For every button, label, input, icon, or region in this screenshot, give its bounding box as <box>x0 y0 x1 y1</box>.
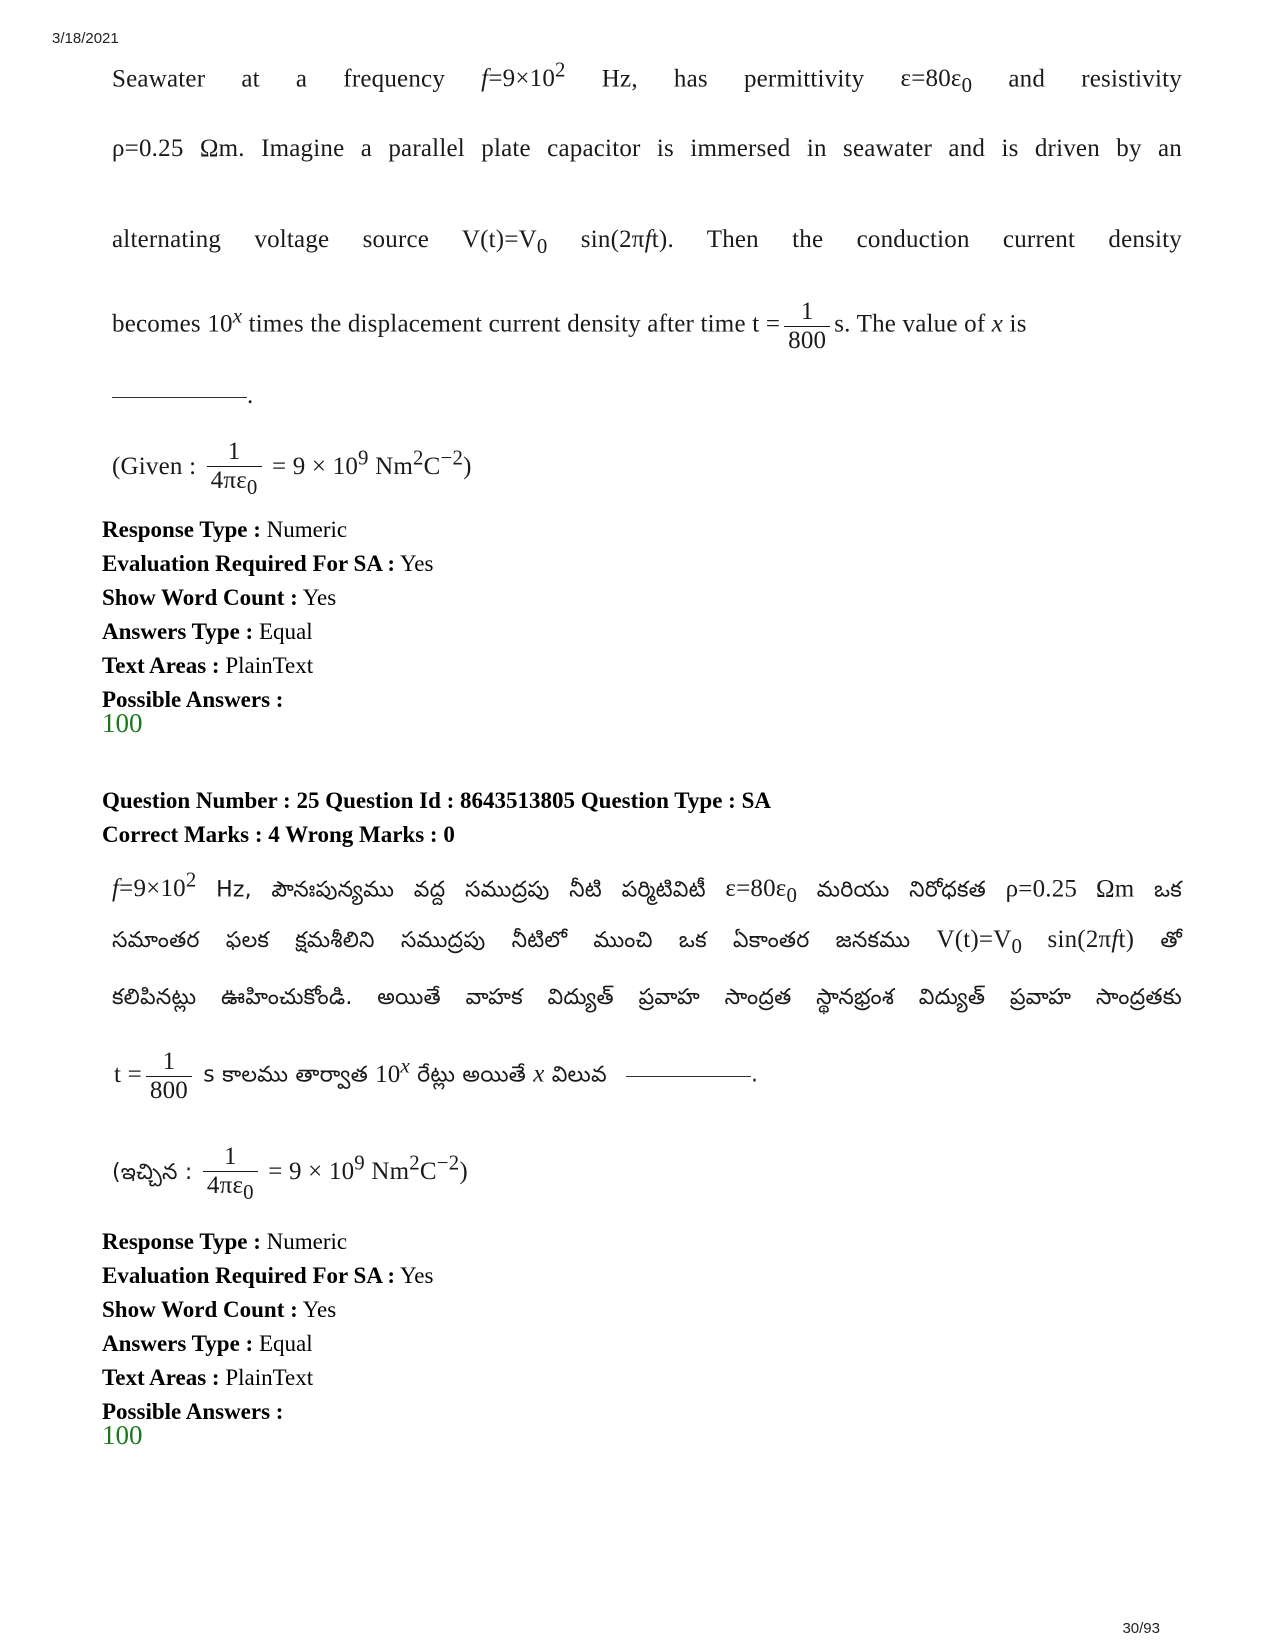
meta-answers-type: Answers Type : Equal <box>102 619 313 644</box>
meta-show-word-count: Show Word Count : Yes <box>102 1297 337 1322</box>
q24-given: (Given : $\frac{1}{4\pi\varepsilon_0}$ = $9 \times 10^9$ $Nm^2C^{-2}$) <box>112 438 472 499</box>
q25-possible-answer: 100 <box>102 1420 143 1450</box>
page-number: 30/93 <box>1122 1620 1160 1637</box>
q24-meta <box>102 513 433 717</box>
q25-line-4: t = $\frac{1}{800}$ s కాలము తార్వాత 10$^x$ రేట్లు అయితే x విలువ . <box>114 1048 759 1104</box>
q25-given: (ఇచ్చిన : $\frac{1}{4\pi\varepsilon_0}$ = $9 \times 10^9$ $Nm^2C^{-2}$) <box>112 1143 468 1204</box>
q25-marks-info: Correct Marks : 4 Wrong Marks : 0 <box>102 822 455 847</box>
q24-possible-answer: 100 <box>102 708 143 738</box>
meta-show-word-count: Show Word Count : Yes <box>102 585 337 610</box>
meta-text-areas: Text Areas : PlainText <box>102 1365 314 1390</box>
q25-line-2: సమాంతర ఫలక క్షమశీలిని సముద్రపు నీటిలో ముంచి ఒక ఏకాంతర జనకము $V(t)=V_0$ sin(2πft) తో <box>112 926 1182 958</box>
q25-meta <box>102 1225 433 1429</box>
q24-time-fraction: $\frac{1}{800}$ <box>784 298 830 354</box>
meta-response-type: Response Type : Numeric <box>102 517 348 542</box>
meta-possible-answers: Possible Answers : <box>102 687 284 712</box>
meta-possible-answers: Possible Answers : <box>102 1399 284 1424</box>
q25-header <box>102 784 771 852</box>
meta-answers-type: Answers Type : Equal <box>102 1331 313 1356</box>
meta-text-areas: Text Areas : PlainText <box>102 653 314 678</box>
q24-line-2: ρ=0.25 Ωm. Imagine a parallel plate capacitor is immersed in seawater and is driven by an <box>112 135 1182 162</box>
print-date: 3/18/2021 <box>52 30 119 47</box>
q25-question-info: Question Number : 25 Question Id : 8643513805 Question Type : SA <box>102 788 771 813</box>
meta-response-type: Response Type : Numeric <box>102 1229 348 1254</box>
q24-line-3: alternating voltage source $V(t)=V_0$ sin(2πft). Then the conduction current density <box>112 226 1182 258</box>
meta-evaluation-required: Evaluation Required For SA : Yes <box>102 551 434 576</box>
q24-line-1: Seawater at a frequency $f=9\times 10^2$ Hz, has permittivity $\varepsilon=80\varepsilon_0$ and resistivity <box>112 58 1182 98</box>
q25-line-3: కలిపినట్లు ఊహించుకోండి. అయితే వాహక విద్యుత్ ప్రవాహ సాంద్రత స్థానభ్రంశ విద్యుత్ ప్రవాహ సాంద్రతకు <box>112 985 1182 1010</box>
q24-line-4: becomes 10$^x$ times the displacement current density after time t = $\frac{1}{800}$ s. The value of x is <box>112 298 1027 354</box>
q24-answer-blank: . <box>112 382 1182 410</box>
q25-line-1: $f=9\times 10^2$ Hz, పౌనఃపున్యము వద్ద సముద్రపు నీటి పర్మిటివిటీ $\varepsilon=80\varepsilon_0$ మరియు నిరోధకత ρ=0.25 Ωm ఒక <box>112 868 1182 908</box>
meta-evaluation-required: Evaluation Required For SA : Yes <box>102 1263 434 1288</box>
